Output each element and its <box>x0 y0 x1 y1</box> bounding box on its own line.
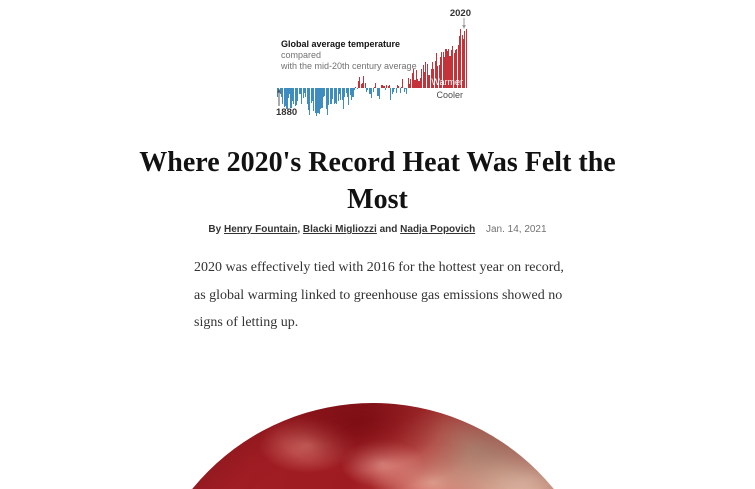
cooler-label: Cooler <box>436 90 463 100</box>
author-link-blacki-migliozzi[interactable]: Blacki Migliozzi <box>302 224 377 235</box>
temp-anomaly-bar <box>354 88 355 90</box>
byline <box>0 224 755 235</box>
temp-anomaly-bar <box>466 29 467 88</box>
chart-title-line2: with the mid-20th century average <box>281 61 417 71</box>
chart-year-2020-label: 2020 <box>449 8 471 19</box>
author-link-nadja-popovich[interactable]: Nadja Popovich <box>400 224 476 235</box>
temp-anomaly-bar <box>379 88 380 99</box>
byline-separator-and: and <box>376 224 401 235</box>
annotation-arrow-up-icon <box>277 88 281 106</box>
temp-anomaly-bar <box>396 88 397 93</box>
warmer-label: Warmer <box>431 77 463 87</box>
chart-title <box>281 39 441 72</box>
chart-title-line1 <box>281 39 441 61</box>
chart-year-1880-label: 1880 <box>276 107 298 118</box>
annotation-arrow-down-icon <box>462 18 466 29</box>
byline-prefix: By <box>208 224 222 235</box>
temp-anomaly-bar <box>406 88 407 94</box>
temp-anomaly-bar <box>357 88 358 89</box>
chart-title-rest: compared <box>281 50 322 60</box>
chart-title-bold: Global average temperature <box>281 39 401 49</box>
temp-anomaly-bar <box>385 88 386 90</box>
publish-date: Jan. 14, 2021 <box>485 224 547 235</box>
temp-anomaly-bar <box>402 79 403 88</box>
author-link-henry-fountain[interactable]: Henry Fountain <box>224 224 298 235</box>
lede-paragraph: 2020 was effectively tied with 2016 for the hottest year on record, as global warming linked to greenhouse gas emissions showed no signs of letting up. <box>194 260 564 330</box>
headline: Where 2020's Record Heat Was Felt the Most <box>139 147 616 215</box>
temp-anomaly-bar <box>400 88 401 93</box>
temperature-chart <box>277 8 469 122</box>
globe-heat-map <box>140 403 606 489</box>
byline-separator-comma: , <box>297 224 303 235</box>
temp-anomaly-bar <box>373 88 374 92</box>
